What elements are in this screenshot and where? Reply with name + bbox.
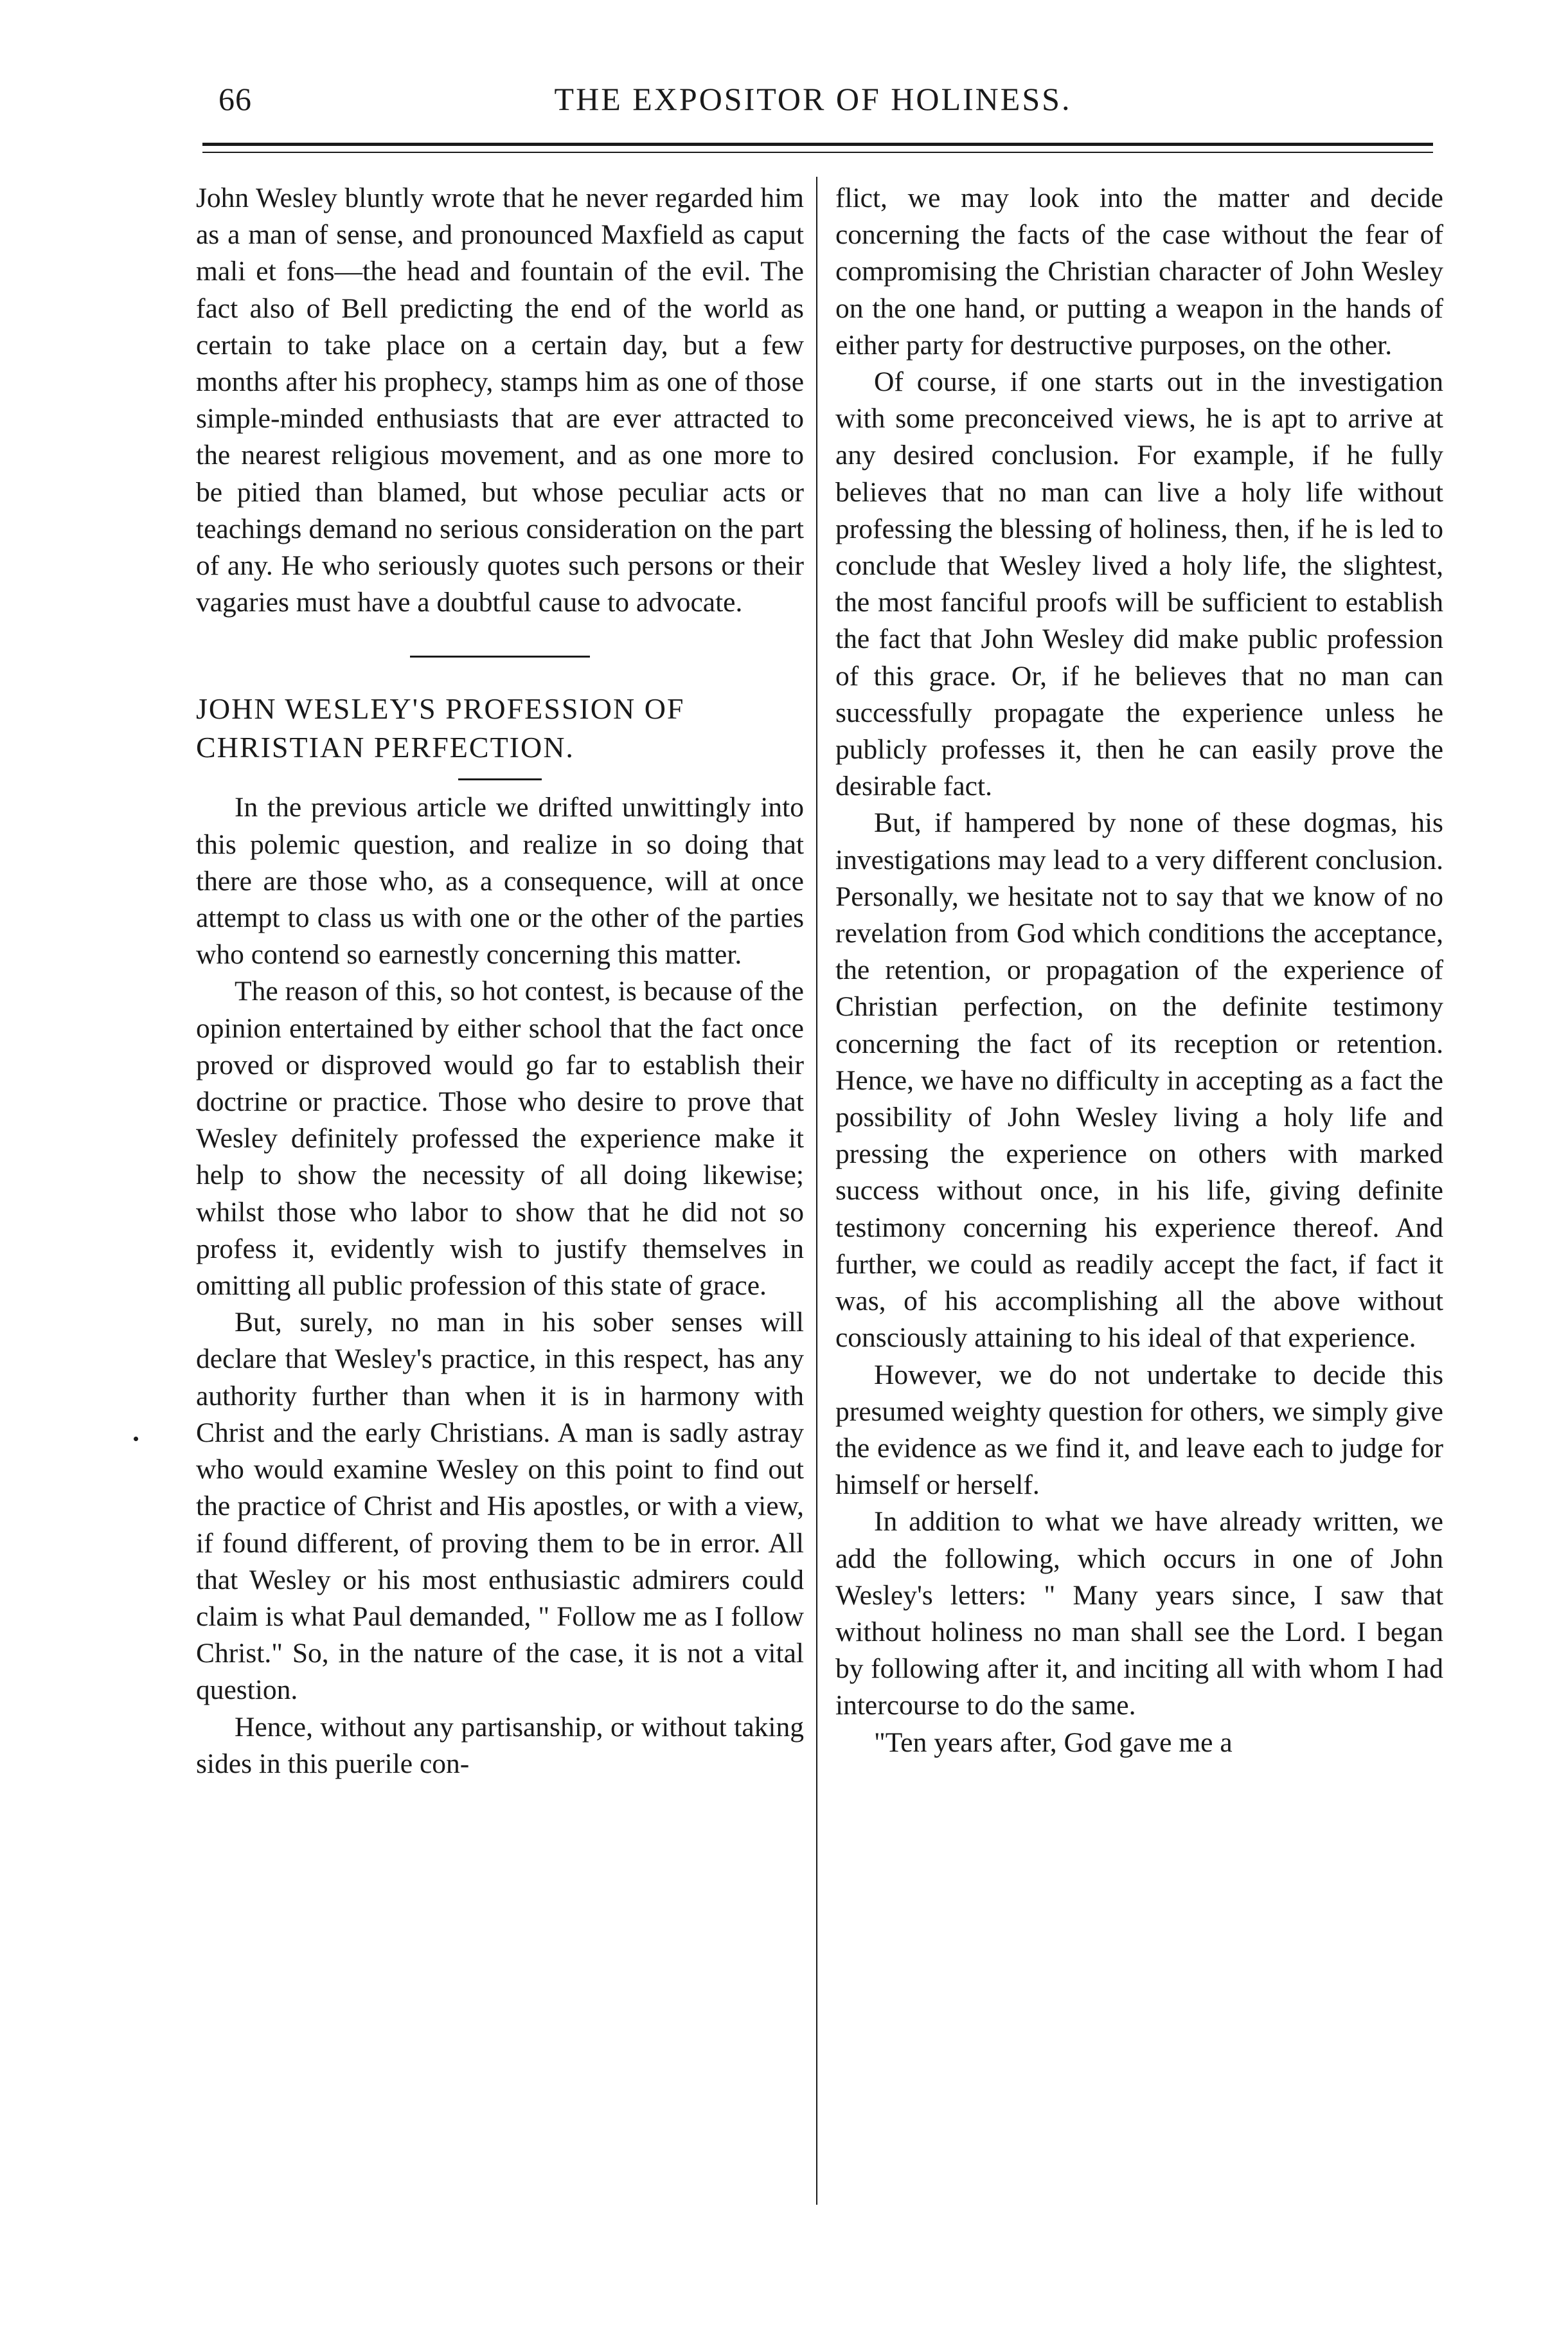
header-rule-thick [202, 143, 1433, 146]
page-header [193, 80, 1433, 132]
header-rule-thin [202, 152, 1433, 153]
paragraph: But, if hampered by none of these dogmas, his investigations may lead to a very different conclusion. Personally, we hesitate not to say that we know of no revelation from God which conditions the acceptance, the retention, or propagation of the experience of Christian perfection, on the definite testimony concerning the fact of its reception or retention. Hence, we have no difficulty in accepting as a fact the possibility of John Wesley living a holy life and pressing the experience on others with marked success without once, in his life, giving definite testimony concerning his experience thereof. And further, we could as readily accept the fact, if fact it was, of his accomplishing all the above without consciously attaining to his ideal of that experience. [835, 807, 1443, 1354]
paragraph: The reason of this, so hot contest, is because of the opinion entertained by either school that the fact once proved or disproved would go far to establish their doctrine or practice. Those who desire to prove that Wesley definitely professed the experience make it help to show the necessity of all doing likewise; whilst those who labor to show that he did not so profess it, evidently wish to justify themselves in omitting all public profession of this state of grace. [196, 976, 804, 1302]
paragraph: In addition to what we have already written, we add the following, which occurs in one of John Wesley's letters: " Many years since, I saw that without holiness no man shall see the Lord. I began by following after it, and inciting all with whom I had intercourse to do the same. [835, 1506, 1443, 1721]
paragraph: "Ten years after, God gave me a [874, 1727, 1233, 1758]
running-title: THE EXPOSITOR OF HOLINESS. [554, 81, 1072, 117]
page-number: 66 [218, 81, 252, 117]
article-title-line-2: CHRISTIAN PERFECTION. [196, 731, 575, 764]
paragraph: But, surely, no man in his sober senses will declare that Wesley's practice, in this respect, has any authority further than when it is in harmony with Christ and the early Christians. A man is sadly astray who would examine Wesley on this point to find out the practice of Christ and His apostles, or with a view, if found different, of proving them to be in error. All that Wesley or his most enthusiastic admirers could claim is what Paul demanded, " Follow me as I follow Christ." So, in the nature of the case, it is not a vital question. [196, 1307, 804, 1706]
paragraph: Of course, if one starts out in the investigation with some preconceived views, he is apt to arrive at any desired conclusion. For example, if he fully believes that no man can live a holy life without professing the blessing of holiness, then, if he is led to conclude that Wesley lived a holy life, the slightest, the most fanciful proofs will be sufficient to establish the fact that John Wesley did make public profession of this grace. Or, if he believes that no man can successfully propagate the experience unless he publicly professes it, then he can easily prove the desirable fact. [835, 366, 1443, 802]
left-column [196, 180, 804, 1782]
stray-ink-dot [134, 1437, 138, 1441]
article-title-line-1: JOHN WESLEY'S PROFESSION OF [196, 692, 685, 726]
section-separator [410, 656, 590, 658]
paragraph: However, we do not undertake to decide this presumed weighty question for others, we simply give the evidence as we find it, and leave each to judge for himself or herself. [835, 1359, 1443, 1501]
paragraph: flict, we may look into the matter and decide concerning the facts of the case without the fear of compromising the Christian character of John Wesley on the one hand, or putting a weapon in the hands of either party for destructive purposes, on the other. [835, 183, 1443, 361]
paragraph: Hence, without any partisanship, or without taking sides in this puerile con- [196, 1711, 804, 1779]
continuation-paragraph: John Wesley bluntly wrote that he never regarded him as a man of sense, and pronounced Maxfield as caput mali et fons—the head and fountain of the evil. The fact also of Bell predicting the end of the world as certain to take place on a certain day, but a few months after his prophecy, stamps him as one of those simple-minded enthusiasts that are ever attracted to the nearest religious movement, and as one more to be pitied than blamed, but whose peculiar acts or teachings demand no serious consideration on the part of any. He who seriously quotes such persons or their vagaries must have a doubtful cause to advocate. [196, 183, 804, 618]
title-rule [458, 778, 542, 780]
paragraph: In the previous article we drifted unwittingly into this polemic question, and realize in so doing that there are those who, as a consequence, will at once attempt to class us with one or the other of the parties who contend so earnestly concerning this matter. [196, 792, 804, 971]
column-divider [816, 177, 817, 2205]
right-column [835, 180, 1443, 1761]
